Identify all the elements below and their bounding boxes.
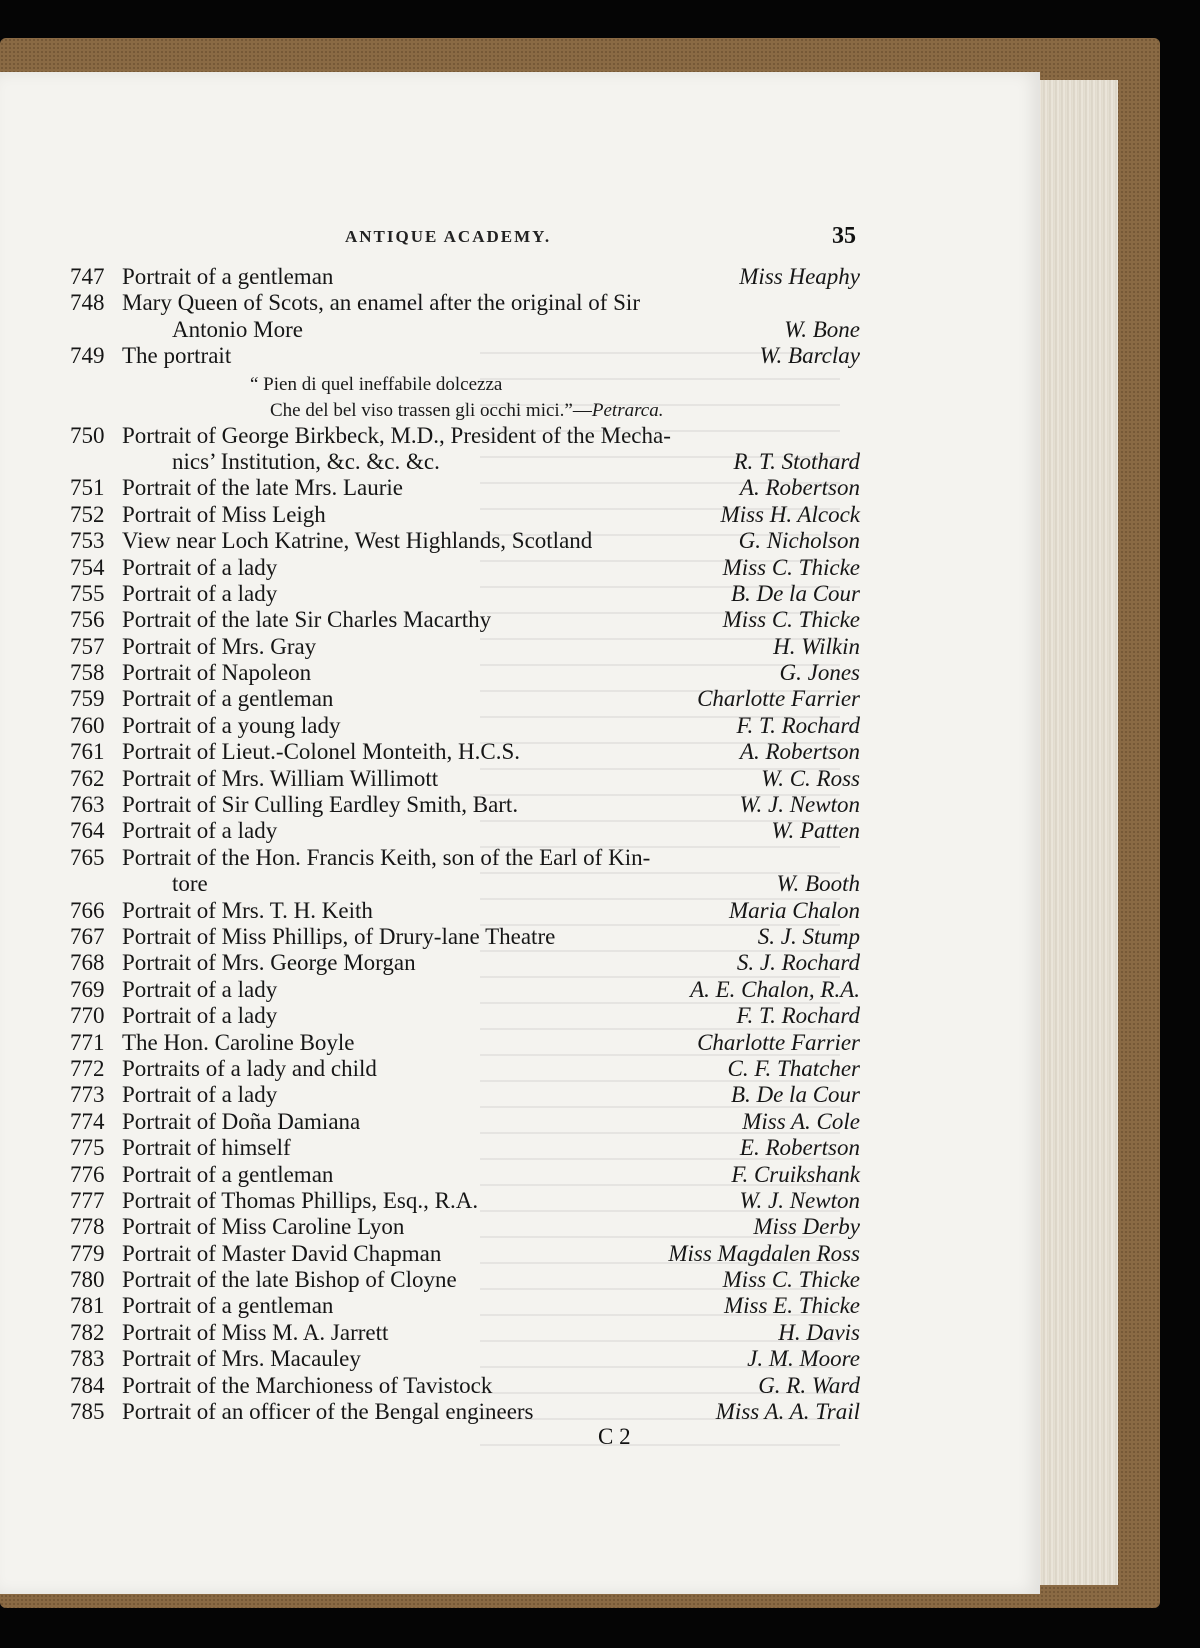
entry-number: 763 [70, 792, 105, 818]
entry-artist: W. Barclay [759, 343, 860, 369]
entry-number: 777 [70, 1187, 105, 1213]
entry-number: 751 [70, 475, 105, 501]
entry-title: Portrait of Doña Damiana [122, 1108, 361, 1134]
entry-number: 782 [70, 1319, 105, 1345]
entry-number: 774 [70, 1108, 105, 1134]
catalogue-entry [70, 343, 860, 369]
entry-number: 762 [70, 765, 105, 791]
page-header [0, 223, 1040, 253]
entry-title: Portrait of Miss Phillips, of Drury-lane Theatre [122, 923, 556, 949]
quote-line-2 [270, 400, 663, 422]
entry-title: Antonio More [172, 316, 303, 342]
entry-title: Portrait of Miss Caroline Lyon [122, 1214, 405, 1240]
entry-title: Portrait of Mrs. Gray [122, 633, 317, 659]
entry-title: Portrait of Mrs. T. H. Keith [122, 897, 373, 923]
entry-number: 768 [70, 950, 105, 976]
entry-title: Portrait of Mrs. George Morgan [122, 950, 416, 976]
entry-title: Portrait of a young lady [122, 712, 341, 738]
entry-artist: A. Robertson [739, 739, 860, 765]
catalogue-entry [70, 607, 860, 633]
entry-number: 747 [70, 264, 105, 289]
entry-artist: Miss E. Thicke [723, 1293, 860, 1319]
entry-number: 778 [70, 1214, 105, 1240]
entry-number: 781 [70, 1293, 105, 1319]
entry-title: Portrait of the Hon. Francis Keith, son of the Earl of Kin- [122, 844, 651, 870]
catalogue-entry [70, 739, 860, 765]
entry-artist: J. M. Moore [747, 1346, 860, 1372]
entry-number: 748 [70, 290, 105, 316]
entry-title: The portrait [122, 343, 232, 369]
entry-title: Portrait of a lady [122, 1003, 278, 1029]
entry-artist: Miss A. Cole [742, 1108, 860, 1134]
catalogue-entry [70, 317, 860, 343]
catalogue-entry [70, 1320, 860, 1346]
entry-title: Portrait of Mrs. Macauley [122, 1346, 361, 1372]
entry-artist: A. E. Chalon, R.A. [690, 976, 860, 1002]
entry-title: Portrait of a gentleman [122, 264, 334, 289]
page-number: 35 [832, 223, 856, 249]
entry-number: 760 [70, 712, 105, 738]
catalogue-entry [70, 977, 860, 1003]
catalogue-entry [70, 423, 860, 449]
entry-artist: W. Bone [784, 316, 860, 342]
entry-number: 749 [70, 343, 105, 369]
entry-artist: B. De la Cour [730, 1082, 860, 1108]
catalogue-entry [70, 713, 860, 739]
catalogue-entry [70, 1056, 860, 1082]
catalogue-entry [70, 1267, 860, 1293]
entry-title: Portrait of Sir Culling Eardley Smith, Bart. [122, 792, 519, 818]
catalogue-entries [70, 264, 860, 1425]
catalogue-entry [70, 950, 860, 976]
entry-number: 767 [70, 923, 105, 949]
entry-artist: Maria Chalon [729, 897, 860, 923]
entry-artist: H. Wilkin [773, 633, 860, 659]
catalogue-entry [70, 290, 860, 316]
entry-number: 770 [70, 1003, 105, 1029]
catalogue-entry [70, 1188, 860, 1214]
entry-number: 784 [70, 1372, 105, 1398]
entry-title: Portrait of Miss M. A. Jarrett [122, 1319, 389, 1345]
entry-artist: W. Booth [776, 871, 860, 897]
entry-title: Portrait of George Birkbeck, M.D., President of the Mecha- [122, 422, 671, 448]
entry-number: 771 [70, 1029, 105, 1055]
entry-number: 773 [70, 1082, 105, 1108]
catalogue-entry [70, 898, 860, 924]
entry-artist: Miss C. Thicke [722, 607, 860, 633]
entry-artist: Charlotte Farrier [697, 1029, 860, 1055]
entry-number: 775 [70, 1135, 105, 1161]
entry-title: Portrait of himself [122, 1135, 291, 1161]
catalogue-entry [70, 660, 860, 686]
catalogue-entry [70, 818, 860, 844]
catalogue-entry [70, 766, 860, 792]
entry-number: 761 [70, 739, 105, 765]
entry-artist: Charlotte Farrier [697, 686, 860, 712]
entry-number: 779 [70, 1240, 105, 1266]
catalogue-entry [70, 528, 860, 554]
entry-artist: C. F. Thatcher [727, 1055, 860, 1081]
entry-number: 757 [70, 633, 105, 659]
entry-title: Portrait of the late Mrs. Laurie [122, 475, 404, 501]
entry-number: 756 [70, 607, 105, 633]
catalogue-entry [70, 1162, 860, 1188]
entry-title: Portrait of Miss Leigh [122, 501, 326, 527]
entry-number: 785 [70, 1399, 105, 1425]
catalogue-entry [70, 1214, 860, 1240]
catalogue-entry [70, 1346, 860, 1372]
entry-artist: F. Cruikshank [731, 1161, 860, 1187]
catalogue-entry [70, 502, 860, 528]
entry-title: Portrait of the late Bishop of Cloyne [122, 1267, 457, 1293]
entry-number: 750 [70, 422, 105, 448]
entry-number: 755 [70, 580, 105, 606]
entry-title: Portrait of the late Sir Charles Macarthy [122, 607, 492, 633]
entry-artist: F. T. Rochard [736, 1003, 860, 1029]
entry-number: 780 [70, 1267, 105, 1293]
entry-artist: Miss Magdalen Ross [668, 1240, 860, 1266]
quote-line-2-text: Che del bel viso trassen gli occhi mici.”— [270, 400, 592, 421]
catalogue-entry [70, 1241, 860, 1267]
entry-artist: H. Davis [778, 1319, 860, 1345]
entry-title: nics’ Institution, &c. &c. &c. [172, 448, 440, 474]
entry-number: 753 [70, 528, 105, 554]
entry-number: 783 [70, 1346, 105, 1372]
entry-title: Portrait of a gentleman [122, 1161, 334, 1187]
catalogue-entry [70, 1373, 860, 1399]
entry-title: Portrait of a lady [122, 1082, 278, 1108]
entry-artist: Miss C. Thicke [722, 554, 860, 580]
entry-artist: Miss Derby [753, 1214, 860, 1240]
catalogue-entry [70, 634, 860, 660]
entry-title: Portrait of Lieut.-Colonel Monteith, H.C.S. [122, 739, 520, 765]
entry-title: Portrait of a gentleman [122, 686, 334, 712]
catalogue-entry [70, 449, 860, 475]
catalogue-entry [70, 1030, 860, 1056]
entry-title: Portrait of a gentleman [122, 1293, 334, 1319]
signature-mark: C 2 [598, 1424, 631, 1449]
entry-artist: W. J. Newton [739, 1187, 860, 1213]
catalogue-entry [70, 1399, 860, 1425]
entry-artist: W. J. Newton [739, 792, 860, 818]
entry-title: Portrait of an officer of the Bengal engineers [122, 1399, 534, 1425]
catalogue-entry [70, 792, 860, 818]
entry-artist: W. C. Ross [761, 765, 860, 791]
entry-title: The Hon. Caroline Boyle [122, 1029, 355, 1055]
catalogue-entry [70, 924, 860, 950]
entry-title: Portrait of a lady [122, 580, 278, 606]
entry-number: 752 [70, 501, 105, 527]
entry-artist: Miss H. Alcock [720, 501, 860, 527]
entry-title: tore [172, 871, 208, 897]
entry-artist: A. Robertson [739, 475, 860, 501]
catalogue-entry [70, 555, 860, 581]
entry-title: Portrait of Mrs. William Willimott [122, 765, 439, 791]
catalogue-entry [70, 845, 860, 871]
quote-line-1: “ Pien di quel ineffabile dolcezza [250, 374, 503, 395]
entry-artist: R. T. Stothard [733, 448, 860, 474]
entry-number: 769 [70, 976, 105, 1002]
entry-artist: G. Jones [779, 660, 860, 686]
entry-number: 758 [70, 660, 105, 686]
catalogue-entry [70, 871, 860, 897]
entry-title: Portrait of a lady [122, 818, 278, 844]
catalogue-entry [70, 1293, 860, 1319]
entry-title: Portrait of Napoleon [122, 660, 312, 686]
entry-artist: E. Robertson [739, 1135, 860, 1161]
entry-number: 772 [70, 1055, 105, 1081]
entry-artist: F. T. Rochard [736, 712, 860, 738]
entry-artist: S. J. Stump [757, 923, 860, 949]
catalogue-entry [70, 1109, 860, 1135]
entry-title: Mary Queen of Scots, an enamel after the original of Sir [122, 290, 640, 316]
entry-artist: Miss C. Thicke [722, 1267, 860, 1293]
entry-artist: W. Patten [771, 818, 860, 844]
entry-number: 776 [70, 1161, 105, 1187]
entry-title: Portrait of the Marchioness of Tavistock [122, 1372, 493, 1398]
entry-artist: Miss Heaphy [739, 264, 860, 289]
catalogue-entry [70, 581, 860, 607]
entry-artist: G. Nicholson [738, 528, 860, 554]
catalogue-entry [70, 1135, 860, 1161]
entry-artist: S. J. Rochard [736, 950, 860, 976]
catalogue-entry [70, 686, 860, 712]
entry-title: Portrait of Thomas Phillips, Esq., R.A. [122, 1187, 479, 1213]
quote-attribution: Petrarca. [591, 400, 664, 421]
entry-title: Portraits of a lady and child [122, 1055, 377, 1081]
entry-title: Portrait of a lady [122, 976, 278, 1002]
running-head: ANTIQUE ACADEMY. [345, 227, 552, 246]
entry-number: 754 [70, 554, 105, 580]
entry-artist: G. R. Ward [758, 1372, 860, 1398]
catalogue-entry [70, 1082, 860, 1108]
entry-artist: Miss A. A. Trail [715, 1399, 860, 1425]
entry-artist: B. De la Cour [730, 580, 860, 606]
entry-number: 759 [70, 686, 105, 712]
entry-title: Portrait of a lady [122, 554, 278, 580]
entry-title: Portrait of Master David Chapman [122, 1240, 442, 1266]
entry-number: 765 [70, 844, 105, 870]
catalogue-entry [70, 1003, 860, 1029]
entry-number: 766 [70, 897, 105, 923]
catalogue-entry [70, 475, 860, 501]
entry-number: 764 [70, 818, 105, 844]
page-edges [1030, 80, 1118, 1585]
entry-title: View near Loch Katrine, West Highlands, Scotland [122, 528, 593, 554]
catalogue-entry [70, 264, 860, 290]
